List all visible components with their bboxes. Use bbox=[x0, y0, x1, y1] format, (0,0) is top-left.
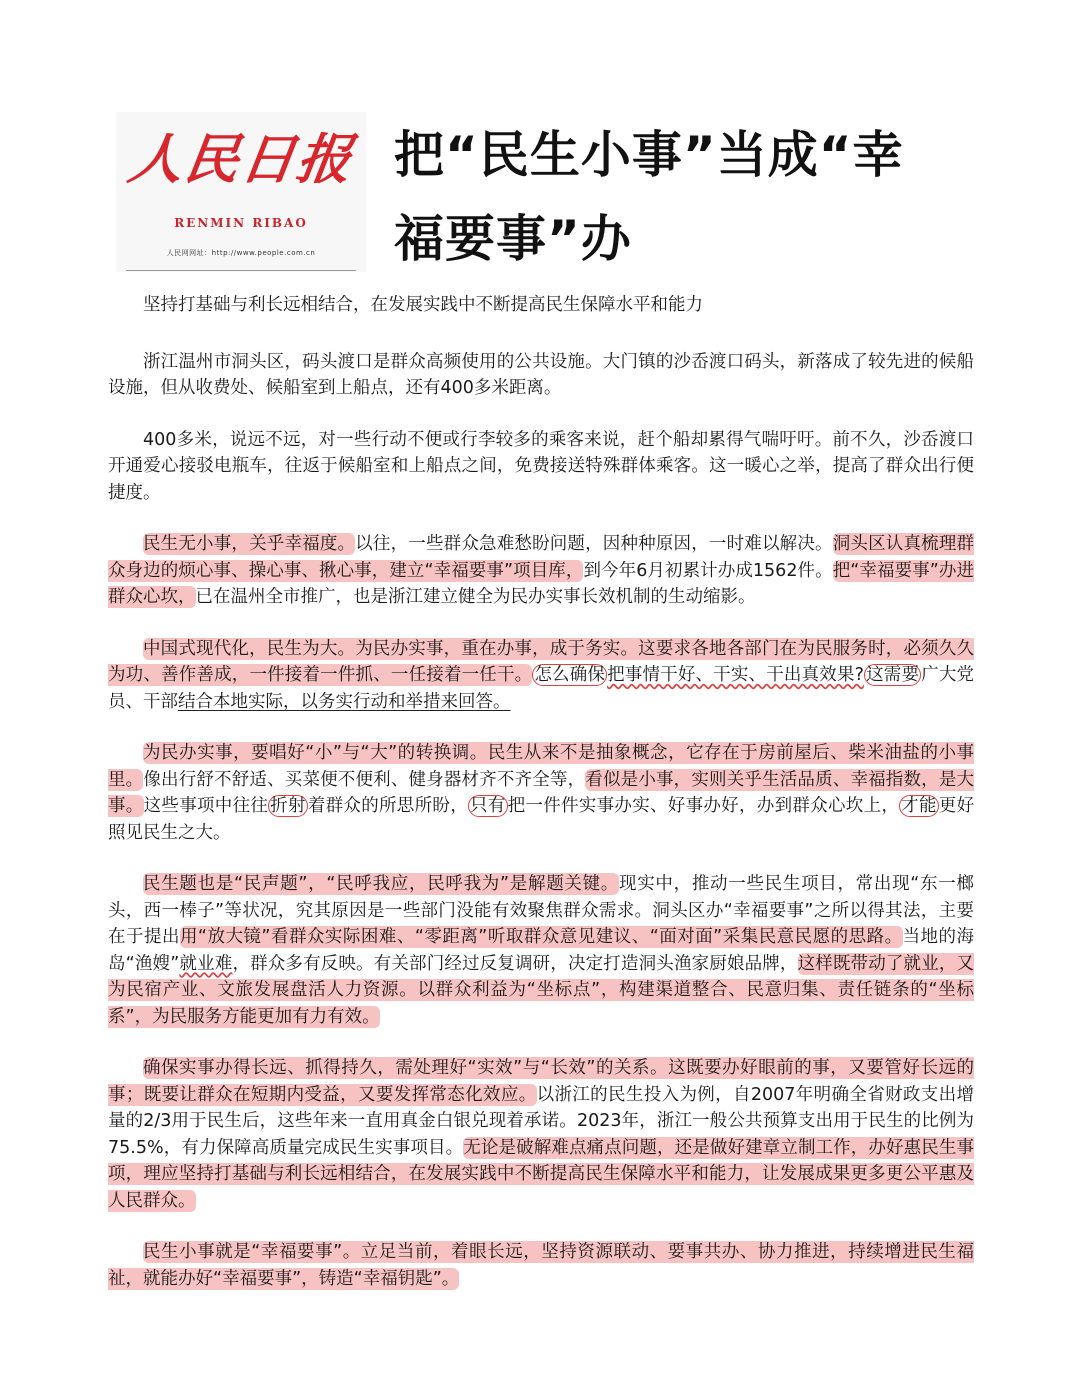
article-paragraph bbox=[108, 1239, 974, 1292]
article-lead bbox=[108, 292, 974, 319]
text-run: 这些事项中往往 bbox=[143, 796, 269, 816]
article-body bbox=[108, 292, 974, 1317]
text-run: 400多米，说远不远，对一些行动不便或行李较多的乘客来说，赶个船却累得气喘吁吁。前不久，沙岙渡口开通爱心接驳电瓶车，往返于候船室和上船点之间，免费接送特殊群体乘客。这一暖心之举，提高了群众出行便捷度。 bbox=[108, 429, 974, 503]
text-run: ，群众多有反映。有关部门经过反复调研，决定打造洞头渔家厨娘品牌， bbox=[232, 953, 798, 974]
wavy-underlined-text: 把事情干好、干实、干出真效果? bbox=[607, 665, 864, 685]
text-run: 更好照见民生之大。 bbox=[108, 796, 975, 843]
text-run: 像出行舒不舒适、买菜便不便利、健身器材齐不齐全等， bbox=[143, 769, 586, 790]
article-paragraph bbox=[108, 636, 974, 716]
highlighted-text: 民生小事就是“幸福要事”。立足当前，着眼长远，坚持资源联动、要事共办、协力推进，持续增进民生福祉，就能办好“幸福要事”，铸造“幸福钥匙”。 bbox=[108, 1242, 974, 1289]
text-run: 到今年6月初累计办成1562件。 bbox=[583, 560, 833, 581]
article-paragraph bbox=[108, 1055, 974, 1214]
highlighted-text: 看似是小事，实则关乎生活品质、幸福指数，是大事。 bbox=[108, 769, 975, 816]
article-paragraph bbox=[108, 349, 974, 402]
article-headline: 把“民生小事”当成“幸福要事”办 bbox=[394, 126, 904, 268]
highlighted-text: 洞头区认真梳理群众身边的烦心事、操心事、揪心事，建立“幸福要事”项目库， bbox=[108, 534, 975, 581]
highlighted-text: 中国式现代化，民生为大。为民办实事，重在办事，成于务实。这要求各地各部门在为民服务时，必须久久为功、善作善成，一件接着一件抓、一任接着一任干。 bbox=[108, 638, 974, 685]
highlighted-text: 用“放大镜”看群众实际困难、“零距离”听取群众意见建议、“面对面”采集民意民愿的思路。 bbox=[179, 927, 903, 947]
article-paragraph bbox=[108, 531, 974, 611]
circled-text: 折射 bbox=[270, 796, 306, 816]
masthead-divider bbox=[126, 270, 356, 271]
highlighted-text: 把“幸福要事”办进群众心坎， bbox=[108, 560, 974, 607]
highlighted-text: 无论是破解难点痛点问题，还是做好建章立制工作，办好惠民生事项，理应坚持打基础与利长远相结合，在发展实践中不断提高民生保障水平和能力，让发展成果更多更公平惠及人民群众。 bbox=[108, 1137, 975, 1211]
text-run: 浙江温州市洞头区，码头渡口是群众高频使用的公共设施。大门镇的沙岙渡口码头，新落成了较先进的候船设施，但从收费处、候船室到上船点，还有400多米距离。 bbox=[108, 351, 974, 398]
text-run: 已在温州全市推广，也是浙江建立健全为民办实事长效机制的生动缩影。 bbox=[195, 587, 756, 607]
highlighted-text: 民生无小事，关乎幸福度。 bbox=[143, 534, 356, 554]
newspaper-pinyin: RENMIN RIBAO bbox=[174, 216, 308, 230]
circled-text: 才能 bbox=[901, 796, 937, 816]
masthead-logo-block bbox=[116, 112, 366, 272]
circled-text: 只有 bbox=[470, 796, 506, 816]
newspaper-url: 人民网网址：http://www.people.com.cn bbox=[166, 249, 316, 257]
article-paragraph bbox=[108, 740, 974, 846]
article-paragraph bbox=[108, 871, 974, 1030]
text-run: 把一件件实事办实、好事办好，办到群众心坎上， bbox=[507, 796, 900, 816]
highlighted-text: 民生题也是“民声题”，“民呼我应，民呼我为”是解题关键。 bbox=[143, 874, 620, 894]
text-run: 广大党员、干部 bbox=[108, 665, 975, 712]
text-run: 当地的海岛“渔嫂” bbox=[108, 927, 975, 974]
circled-text: 怎么确保 bbox=[534, 665, 606, 685]
highlighted-text: 为民办实事，要唱好“小”与“大”的转换调。民生从来不是抽象概念，它存在于房前屋后、柴米油盐的小事里。 bbox=[108, 743, 974, 790]
newspaper-logo: 人民日报 bbox=[124, 127, 358, 191]
text-run: 以往，一些群众急难愁盼问题，因种种原因，一时难以解决。 bbox=[355, 534, 833, 554]
text-run: 坚持打基础与利长远相结合，在发展实践中不断提高民生保障水平和能力 bbox=[143, 295, 703, 315]
text-run: 现实中，推动一些民生项目，常出现“东一榔头，西一棒子”等状况，究其原因是一些部门没能有效聚焦群众需求。洞头区办“幸福要事”之所以得其法，主要在于提出 bbox=[108, 874, 974, 947]
text-run: 着群众的所思所盼， bbox=[307, 796, 468, 816]
underlined-text: 结合本地实际，以务实行动和举措来回答。 bbox=[178, 691, 511, 712]
text-run: 以浙江的民生投入为例，自2007年明确全省财政支出增量的2/3用于民生后，这些年来一直用真金白银兑现着承诺。2023年，浙江一般公共预算支出用于民生的比例为75.5%，有力保障高质量完成民生实事项目。 bbox=[108, 1084, 974, 1158]
highlighted-text: 这样既带动了就业，又为民宿产业、文旅发展盘活人力资源。以群众利益为“坐标点”，构建渠道整合、民意归集、责任链条的“坐标系”，为民服务方能更加有力有效。 bbox=[108, 953, 975, 1027]
article-paragraph bbox=[108, 427, 974, 507]
wavy-underlined-text: 就业难 bbox=[179, 953, 233, 974]
highlighted-text: 确保实事办得长远、抓得持久，需处理好“实效”与“长效”的关系。这既要办好眼前的事，又要管好长远的事；既要让群众在短期内受益，又要发挥常态化效应。 bbox=[108, 1058, 974, 1105]
circled-text: 这需要 bbox=[865, 665, 920, 685]
